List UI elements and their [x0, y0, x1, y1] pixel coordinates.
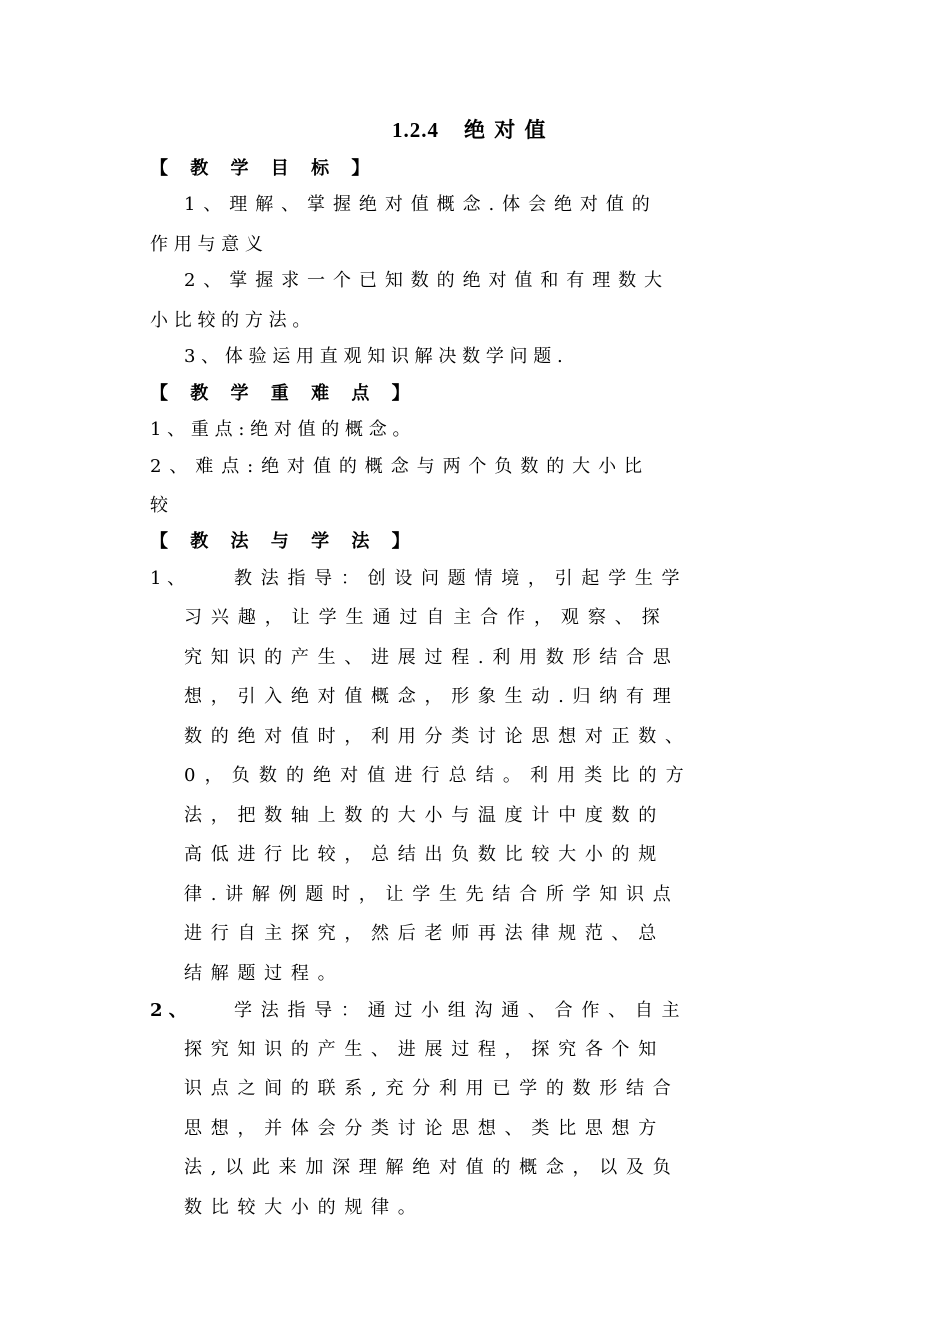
- learn-method-line: 学 法 指 导 ： 通 过 小 组 沟 通 、 合 作 、 自 主: [234, 1000, 682, 1021]
- key-point-line: 2 、 难 点 : 绝 对 值 的 概 念 与 两 个 负 数 的 大 小 比: [150, 456, 644, 477]
- goal-line: 2 、 掌 握 求 一 个 已 知 数 的 绝 对 值 和 有 理 数 大: [184, 270, 664, 291]
- learn-method-line: 探 究 知 识 的 产 生 、 进 展 过 程 ， 探 究 各 个 知: [184, 1039, 658, 1060]
- teach-method-line: 进 行 自 主 探 究 ， 然 后 老 师 再 法 律 规 范 、 总: [184, 923, 658, 944]
- teach-method-line: 法 ， 把 数 轴 上 数 的 大 小 与 温 度 计 中 度 数 的: [184, 805, 658, 826]
- teach-method-line: 数 的 绝 对 值 时 ， 利 用 分 类 讨 论 思 想 对 正 数 、: [184, 726, 685, 747]
- goal-line: 小 比 较 的 方 法 。: [150, 310, 311, 331]
- teach-method-line: 教 法 指 导 ： 创 设 问 题 情 境 ， 引 起 学 生 学: [234, 568, 682, 589]
- goal-line: 1 、 理 解 、 掌 握 绝 对 值 概 念 . 体 会 绝 对 值 的: [184, 194, 651, 215]
- section-header-methods: 【 教 法 与 学 法 】: [150, 531, 418, 552]
- teach-method-line: 律 . 讲 解 例 题 时 ， 让 学 生 先 结 合 所 学 知 识 点: [184, 884, 673, 905]
- document-title: [392, 118, 547, 142]
- section-header-key-points: 【 教 学 重 难 点 】: [150, 383, 418, 404]
- learn-method-line: 识 点 之 间 的 联 系 , 充 分 利 用 已 学 的 数 形 结 合: [184, 1078, 673, 1099]
- key-point-line: 1 、 重 点 : 绝 对 值 的 概 念 。: [150, 419, 411, 440]
- teach-method-number: 1 、: [150, 568, 186, 589]
- teach-method-line: 0 ， 负 数 的 绝 对 值 进 行 总 结 。 利 用 类 比 的 方: [184, 765, 686, 786]
- teach-method-line: 高 低 进 行 比 较 ， 总 结 出 负 数 比 较 大 小 的 规: [184, 844, 658, 865]
- title-text: 绝 对 值: [463, 117, 547, 142]
- learn-method-line: 数 比 较 大 小 的 规 律 。: [184, 1197, 418, 1218]
- learn-method-line: 思 想 ， 并 体 会 分 类 讨 论 思 想 、 类 比 思 想 方: [184, 1118, 658, 1139]
- learn-method-line: 法 , 以 此 来 加 深 理 解 绝 对 值 的 概 念 ， 以 及 负: [184, 1157, 673, 1178]
- title-number: 1.2.4: [392, 118, 439, 142]
- teach-method-line: 想 ， 引 入 绝 对 值 概 念 ， 形 象 生 动 . 归 纳 有 理: [184, 686, 673, 707]
- goal-line: 3 、 体 验 运 用 直 观 知 识 解 决 数 学 问 题 .: [184, 346, 563, 367]
- teach-method-line: 究 知 识 的 产 生 、 进 展 过 程 . 利 用 数 形 结 合 思: [184, 647, 673, 668]
- teach-method-line: 习 兴 趣 ， 让 学 生 通 过 自 主 合 作 ， 观 察 、 探: [184, 607, 662, 628]
- learn-method-number: 2 、: [150, 1000, 187, 1021]
- section-header-goals: 【 教 学 目 标 】: [150, 158, 378, 179]
- goal-line: 作 用 与 意 义: [150, 234, 263, 255]
- key-point-line: 较: [150, 495, 168, 516]
- teach-method-line: 结 解 题 过 程 。: [184, 963, 338, 984]
